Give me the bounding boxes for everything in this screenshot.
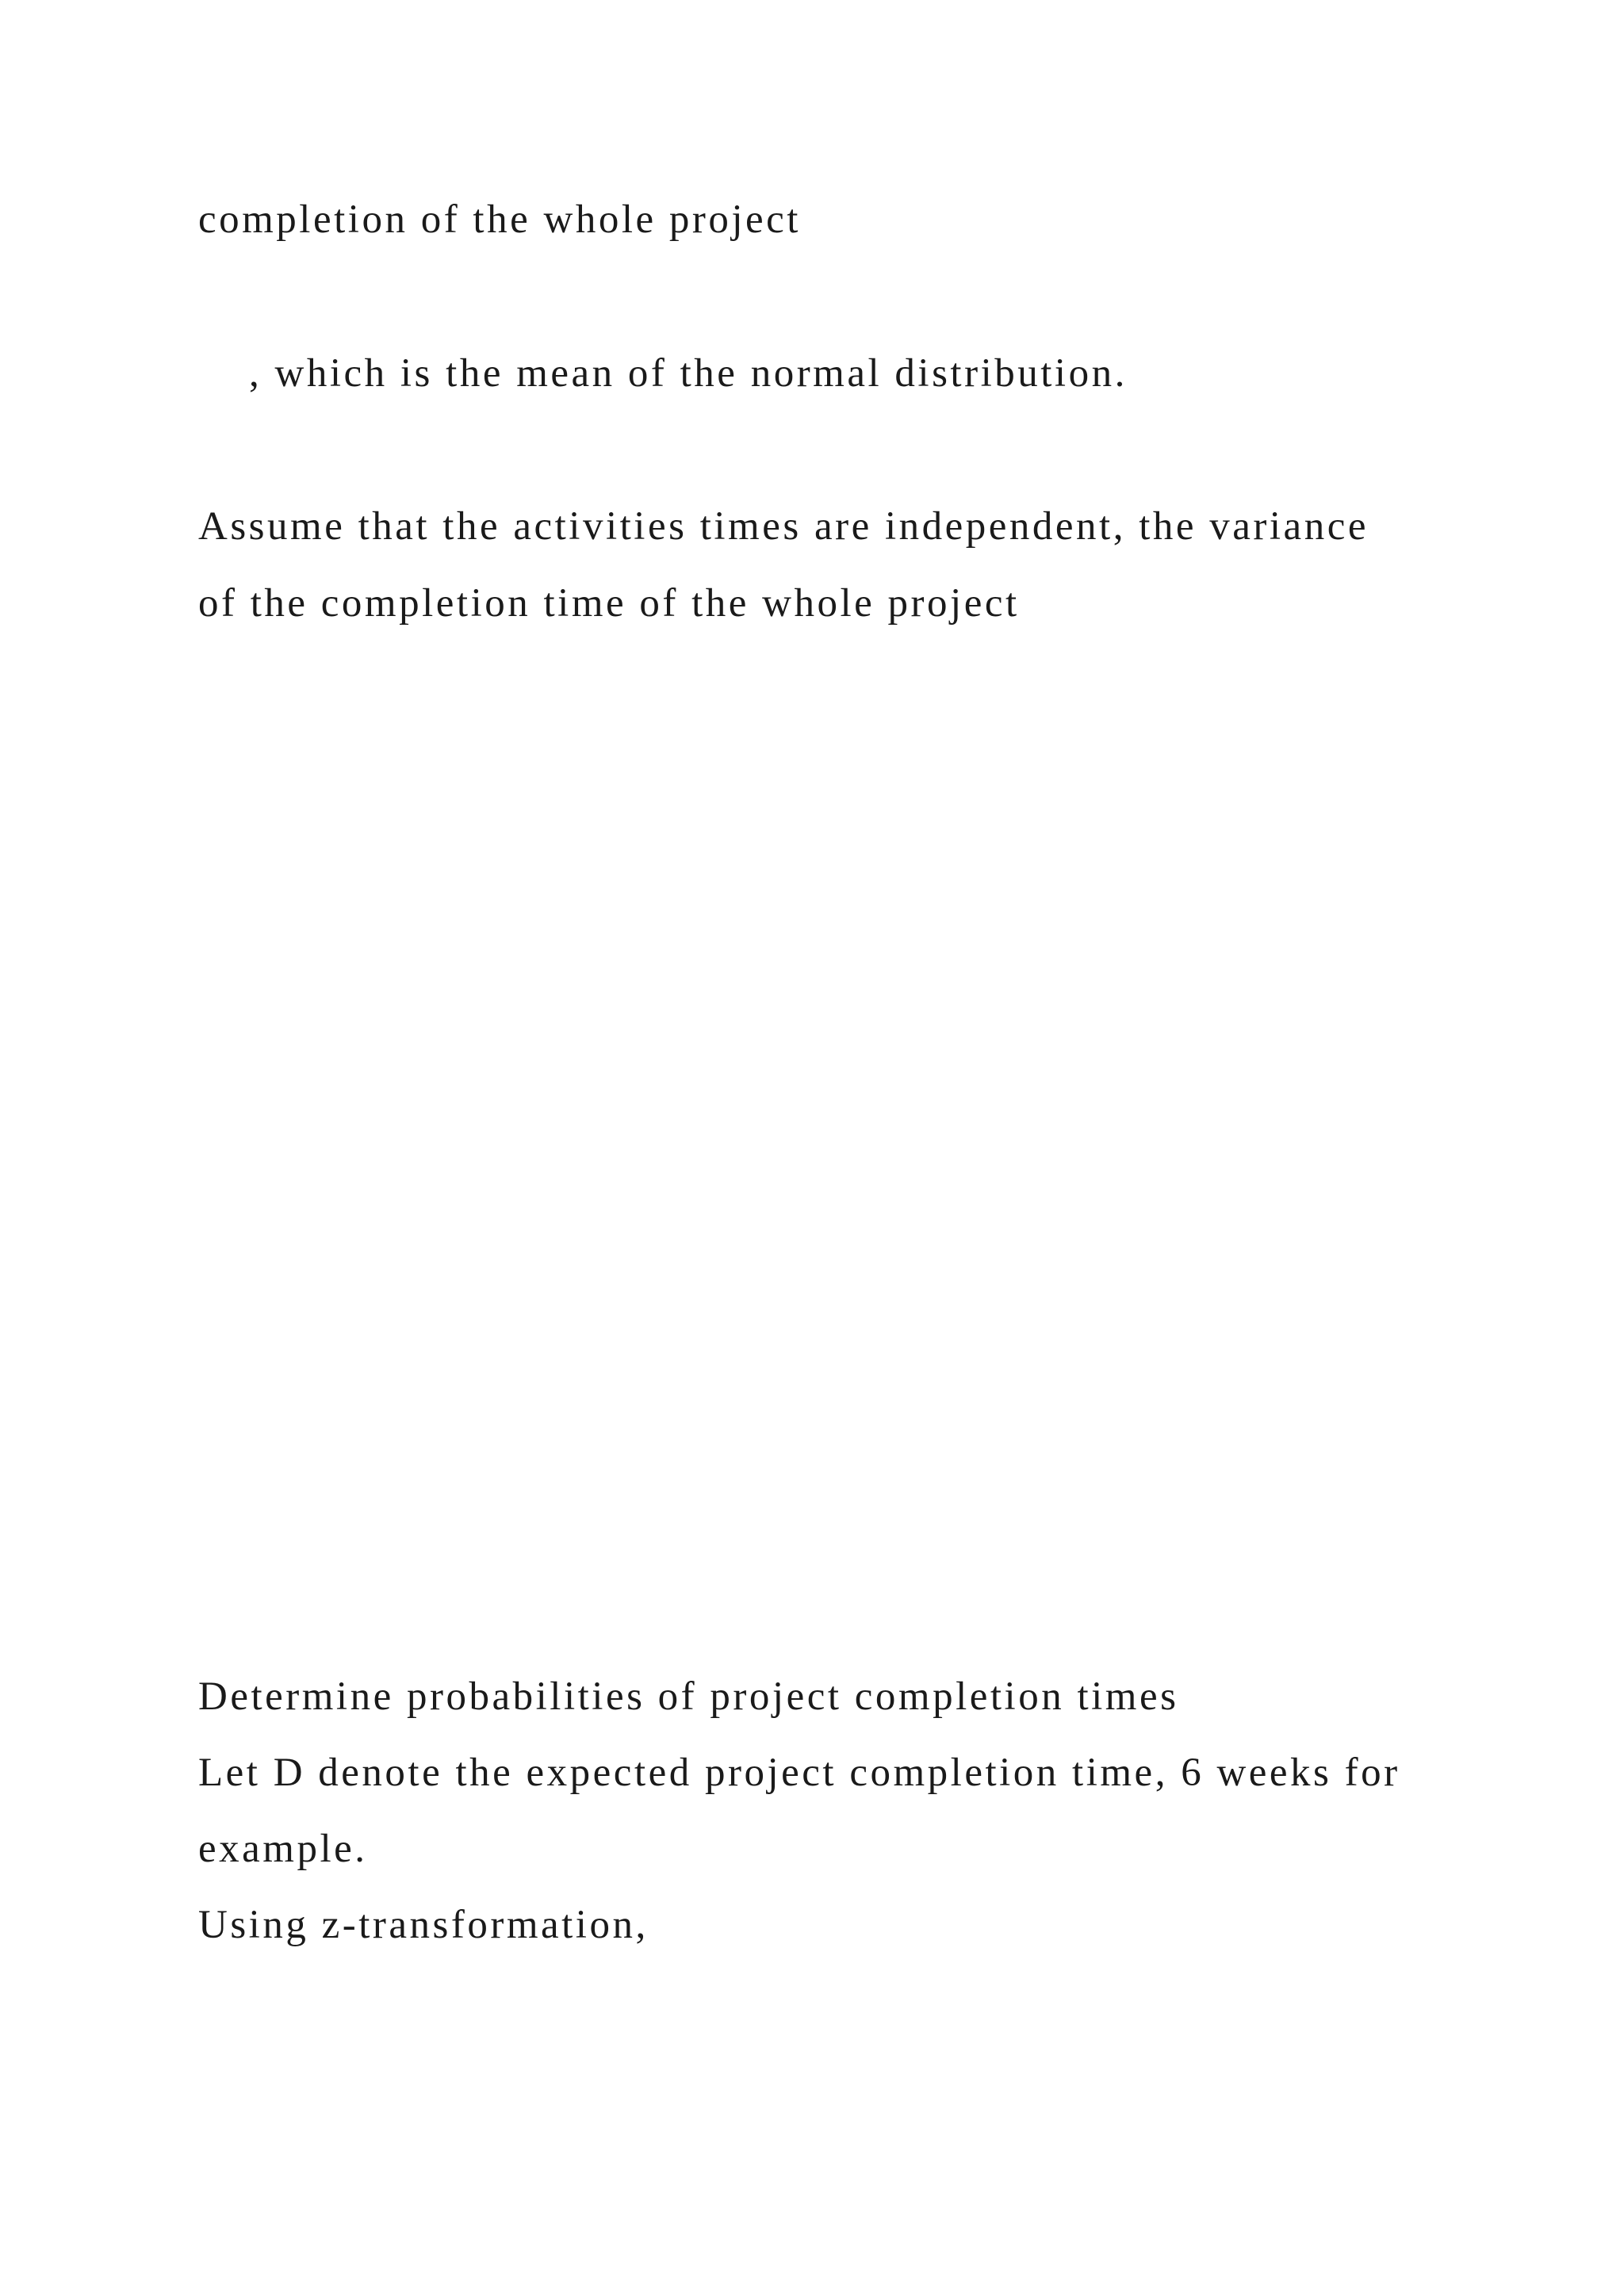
text-line-let-d-denote: Let D denote the expected project completion time, 6 weeks for: [198, 1751, 1400, 1795]
text-line-variance-completion-time: of the completion time of the whole project: [198, 581, 1020, 626]
heading-determine-probabilities: Determine probabilities of project completion times: [198, 1674, 1179, 1719]
text-line-assume-independent: Assume that the activities times are independent, the variance: [198, 504, 1369, 549]
text-line-example: example.: [198, 1827, 368, 1871]
text-line-mean-normal-distribution: , which is the mean of the normal distribution.: [249, 351, 1128, 396]
text-line-completion-whole-project: completion of the whole project: [198, 197, 801, 242]
text-line-z-transformation: Using z-transformation,: [198, 1903, 649, 1947]
